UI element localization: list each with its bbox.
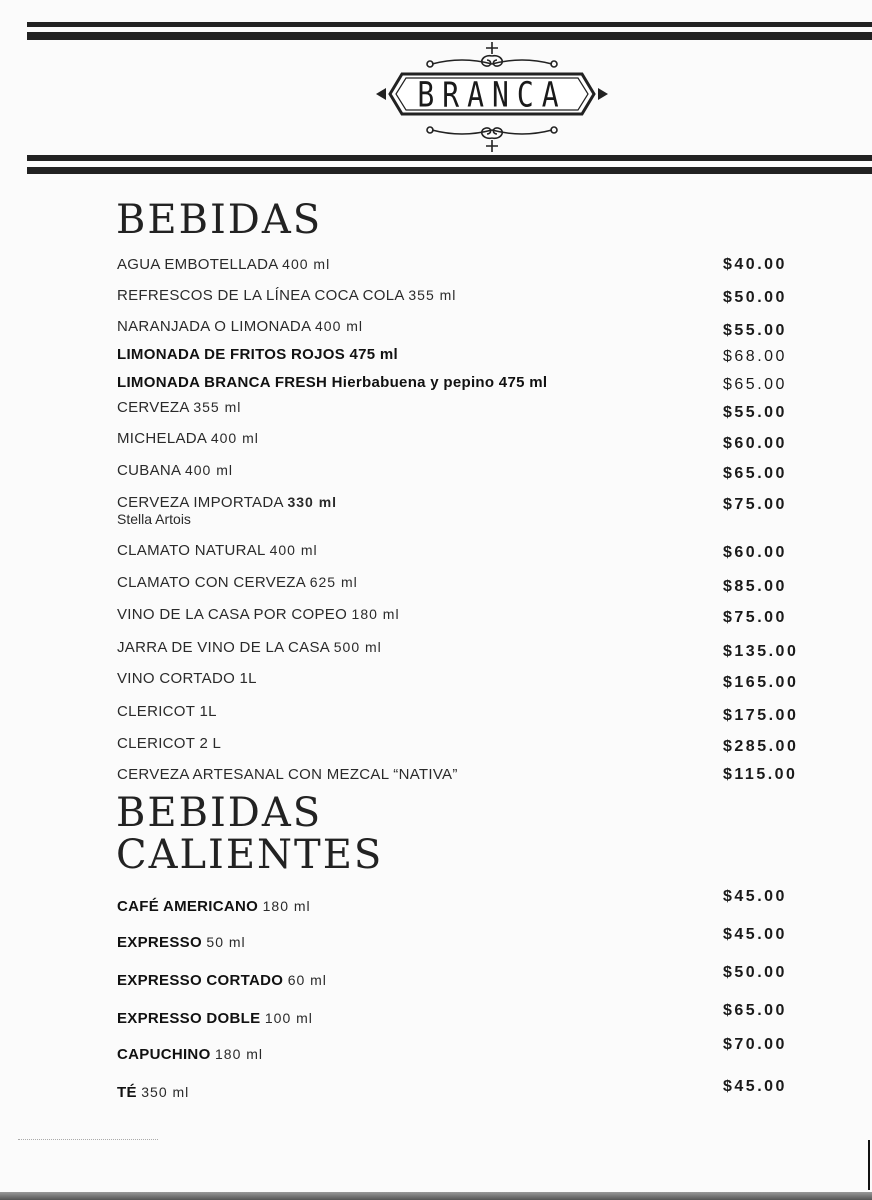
menu-item-price: $50.00 [723, 289, 787, 306]
menu-item-price: $60.00 [723, 544, 787, 561]
menu-item-price: $68.00 [723, 348, 787, 365]
brand-name: BRANCA [417, 73, 567, 115]
menu-item-price: $115.00 [723, 766, 798, 783]
menu-item-price: $45.00 [723, 888, 787, 905]
menu-item-price: $50.00 [723, 964, 787, 981]
section-title-bebidas-calientes-line2: CALIENTES [116, 832, 384, 878]
brand-logo [372, 38, 612, 156]
menu-item-price: $135.00 [723, 643, 799, 660]
header-rule-bottom-2 [27, 167, 872, 174]
menu-item-price: $85.00 [723, 578, 787, 595]
menu-item: CUBANA 400 ml [117, 462, 233, 479]
menu-item-price: $175.00 [723, 707, 799, 724]
menu-item: CAFÉ AMERICANO 180 ml [117, 898, 311, 915]
menu-item: VINO DE LA CASA POR COPEO 180 ml [117, 606, 400, 623]
menu-item-price: $75.00 [723, 496, 787, 513]
menu-item: CERVEZA IMPORTADA 330 ml Stella Artois [117, 494, 338, 527]
menu-item-price: $65.00 [723, 465, 787, 482]
menu-item: CAPUCHINO 180 ml [117, 1046, 264, 1063]
menu-item: CLAMATO NATURAL 400 ml [117, 542, 318, 559]
menu-item-price: $55.00 [723, 322, 787, 339]
menu-item: MICHELADA 400 ml [117, 430, 259, 447]
menu-item-price: $75.00 [723, 609, 787, 626]
scan-edge [868, 1140, 870, 1190]
menu-item: CERVEZA 355 ml [117, 399, 242, 416]
menu-item-price: $285.00 [723, 738, 799, 755]
menu-item-price: $45.00 [723, 926, 787, 943]
scan-artifact [18, 1136, 158, 1140]
menu-item: CERVEZA ARTESANAL CON MEZCAL “NATIVA” [117, 766, 458, 783]
menu-item: TÉ 350 ml [117, 1084, 190, 1101]
menu-item: LIMONADA DE FRITOS ROJOS 475 ml [117, 346, 399, 363]
menu-item: NARANJADA O LIMONADA 400 ml [117, 318, 364, 335]
page-bottom-edge [0, 1192, 872, 1200]
menu-item: AGUA EMBOTELLADA 400 ml [117, 256, 331, 273]
menu-item: VINO CORTADO 1L [117, 670, 257, 687]
menu-item-note: Stella Artois [117, 511, 191, 527]
menu-item: CLERICOT 1L [117, 703, 217, 720]
menu-item: CLAMATO CON CERVEZA 625 ml [117, 574, 358, 591]
menu-item-price: $65.00 [723, 376, 787, 393]
menu-item-price: $45.00 [723, 1078, 787, 1095]
section-title-bebidas: BEBIDAS [116, 197, 323, 243]
menu-item-price: $40.00 [723, 256, 787, 273]
menu-item: JARRA DE VINO DE LA CASA 500 ml [117, 639, 382, 656]
menu-item-price: $70.00 [723, 1036, 787, 1053]
menu-item: EXPRESSO DOBLE 100 ml [117, 1010, 313, 1027]
menu-item: REFRESCOS DE LA LÍNEA COCA COLA 355 ml [117, 287, 457, 304]
menu-item-price: $165.00 [723, 674, 799, 691]
header-rule-top-1 [27, 22, 872, 27]
menu-item: LIMONADA BRANCA FRESH Hierbabuena y pepino 475 ml [117, 374, 548, 391]
menu-item: EXPRESSO 50 ml [117, 934, 246, 951]
menu-item: CLERICOT 2 L [117, 735, 222, 752]
menu-item-price: $65.00 [723, 1002, 787, 1019]
menu-item-price: $55.00 [723, 404, 787, 421]
menu-item: EXPRESSO CORTADO 60 ml [117, 972, 327, 989]
section-title-bebidas-calientes-line1: BEBIDAS [116, 790, 323, 836]
menu-item-price: $60.00 [723, 435, 787, 452]
